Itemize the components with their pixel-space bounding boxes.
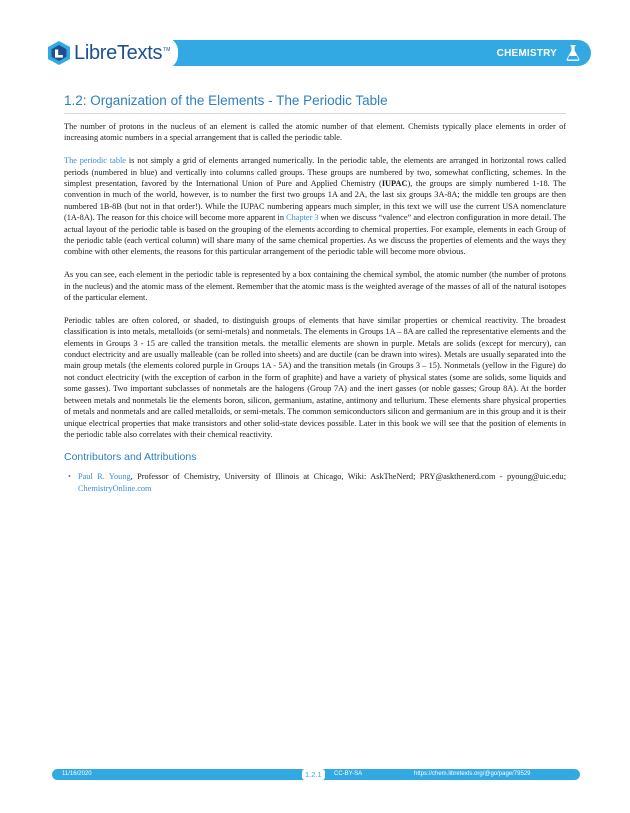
footer-license[interactable]: CC-BY-SA [334,771,363,777]
page-footer [52,769,580,780]
contributor-details: , Professor of Chemistry, University of Illinois at Chicago, Wiki: AskTheNerd; PRY@askthenerd.com - pyoung@uic.edu; [130,472,566,482]
subject-label: CHEMISTRY [496,47,557,59]
article-body [64,121,566,494]
contributor-text-block [78,471,566,494]
logo-text: LibreTexts [74,41,163,64]
iupac-bold: IUPAC [381,179,408,189]
chemistry-online-link[interactable]: ChemistryOnline.com [78,483,152,493]
paragraph-1: The number of protons in the nucleus of an element is called the atomic number of that element. Chemists typically place elements in order of increasing atomic numbers in a special arrangement that is called the periodic table. [64,122,566,143]
periodic-table-link[interactable]: The periodic table [64,156,126,166]
paragraph-4: Periodic tables are often colored, or shaded, to distinguish groups of elements that have similar properties or chemical reactivity. The broadest classification is into metals, metalloids (or semi-metals) and nonmetals. The elements in Groups 1A – 8A are called the representative elements and the elements in Groups 3 - 15 are called the transition metals. the metallic elements are shown in purple. Metals are solids (except for mercury), can conduct electricity and are usually malleable (can be rolled into sheets) and are ductile (can be drawn into wires). Metals are usually separated into the main group metals (the elements colored purple in Groups 1A - 5A) and the transition metals (in Groups 3 – 15). Nonmetals (yellow in the Figure) do not conduct electricity (with the exception of carbon in the form of graphite) and have a variety of physical states (some are solids, some liquids and some gasses). Two important subclasses of nonmetals are the halogens (Group 7A) and the inert gasses (or noble gasses; Group 8A). At the border between metals and nonmetals lie the elements boron, silicon, germanium, astatine, antimony and tellurium. These elements share physical properties of metals and nonmetals and are called metalloids, or semi-metals. The common semiconductors silicon and germanium are in this group and it is their unique electrical properties that make transistors and other solid-state devices possible. Later in this book we will see that the position of elements in the periodic table also correlates with their chemical reactivity. [64,315,566,439]
chapter-3-link[interactable]: Chapter 3 [286,213,319,223]
page-title: 1.2: Organization of the Elements - The Periodic Table [64,93,566,114]
contributor-list-item [64,471,566,494]
paragraph-2 [64,155,566,258]
subject-badge[interactable] [497,40,581,66]
footer-date: 11/16/2020 [62,771,92,777]
paragraph-2-text-c: when we discuss “valence” and electron configuration in more detail. The actual layout of the periodic table is based on the grouping of the elements according to chemical properties. For example, elements in each Group of the periodic table (each vertical column) will share many of the same chemical properties. As we discuss the properties of elements and the ways they combine with other elements, the reasons for this particular arrangement of the periodic table will become more obvious. [64,213,566,257]
footer-url[interactable]: https://chem.libretexts.org/@go/page/79529 [414,771,531,777]
paragraph-3: As you can see, each element in the periodic table is represented by a box containing the chemical symbol, the atomic number (the number of protons in the nucleus) and the atomic mass of the element. Remember that the atomic mass is the weighted average of the masses of all of the natural isotopes of the particular element. [64,270,566,303]
footer-page-number: 1.2.1 [302,769,325,780]
flask-icon [565,44,581,62]
paragraph-2-text-a: is not simply a grid of elements arranged numerically. In the periodic table, the elements are arranged in horizontal rows called periods (numbered in blue) and vertically into columns called groups. These groups are numbered by two, somewhat conflicting, schemes. In the simplest presentation, favored by the International Union of Pure and Applied Chemistry ( [64,156,566,189]
contributor-name-link[interactable]: Paul R. Young [78,472,131,482]
list-bullet: • [68,472,71,482]
contributors-heading: Contributors and Attributions [64,450,197,463]
libretexts-logo-icon [46,40,72,66]
libretexts-logo[interactable] [46,37,178,69]
logo-trademark: TM [163,47,171,53]
page-header [46,37,591,69]
paragraph-2-text-b: ), the groups are simply numbered 1-18. The convention in much of the world, however, is to number the first two groups 1A and 2A, the last six groups 3A-8A; the middle ten groups are then numbered 1B-8B (but not in that order!). While the IUPAC numbering appears much simpler, in this text we will use the current USA nomenclature (1A-8A). The reason for this choice will become more apparent in [64,179,566,223]
